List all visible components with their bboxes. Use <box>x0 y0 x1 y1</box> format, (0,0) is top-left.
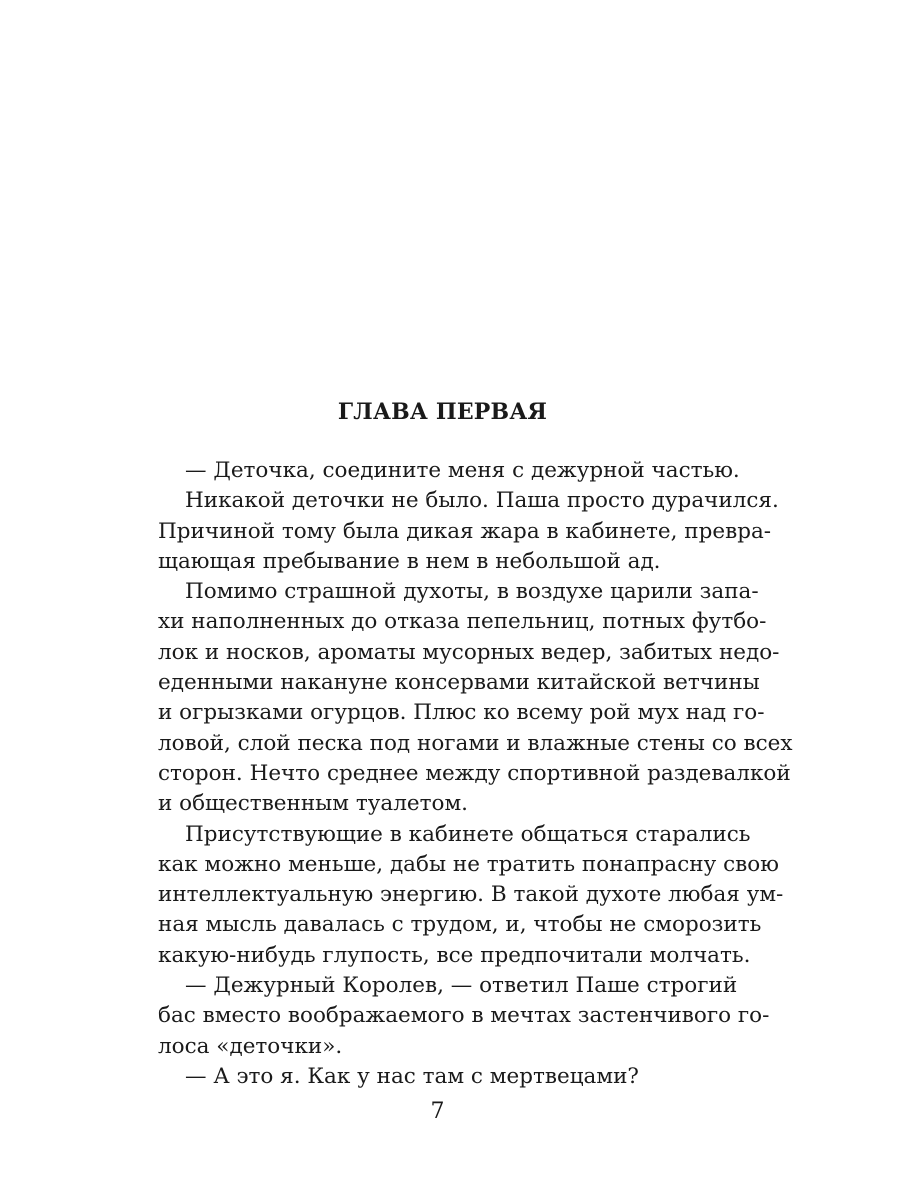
text-line: и огрызками огурцов. Плюс ко всему рой мух над го- <box>158 700 765 726</box>
chapter-body-text <box>158 456 793 1092</box>
text-line: ная мысль давалась с трудом, и, чтобы не сморозить <box>158 912 762 938</box>
text-line: интеллектуальную энергию. В такой духоте любая ум- <box>158 882 784 908</box>
text-line: щающая пребывание в нем в небольшой ад. <box>158 548 661 574</box>
text-line: ловой, слой песка под ногами и влажные стены со всех <box>158 730 793 756</box>
text-line: сторон. Нечто среднее между спортивной раздевалкой <box>158 760 791 786</box>
text-line: Никакой деточки не было. Паша просто дурачился. <box>185 488 779 514</box>
text-line: и общественным туалетом. <box>158 791 468 817</box>
text-line: еденными накануне консервами китайской ветчины <box>158 670 760 696</box>
chapter-title: ГЛАВА ПЕРВАЯ <box>337 399 548 425</box>
text-line: Помимо страшной духоты, в воздухе царили запа- <box>185 579 759 605</box>
text-line: какую-нибудь глупость, все предпочитали молчать. <box>158 942 751 968</box>
text-line: Присутствующие в кабинете общаться старались <box>185 821 751 847</box>
text-line: хи наполненных до отказа пепельниц, потных футбо- <box>158 609 767 635</box>
text-line: лоса «деточки». <box>158 1033 343 1059</box>
text-line: бас вместо воображаемого в мечтах застенчивого го- <box>158 1003 770 1029</box>
text-line: — Дежурный Королев, — ответил Паше строгий <box>185 973 738 999</box>
text-line: Причиной тому была дикая жара в кабинете, превра- <box>158 518 772 544</box>
text-line: — А это я. Как у нас там с мертвецами? <box>185 1063 639 1089</box>
text-line: как можно меньше, дабы не тратить понапрасну свою <box>158 851 779 877</box>
page-number: 7 <box>430 1099 445 1124</box>
text-line: лок и носков, ароматы мусорных ведер, забитых недо- <box>158 639 780 665</box>
text-line: — Деточка, соедините меня с дежурной частью. <box>185 458 740 483</box>
